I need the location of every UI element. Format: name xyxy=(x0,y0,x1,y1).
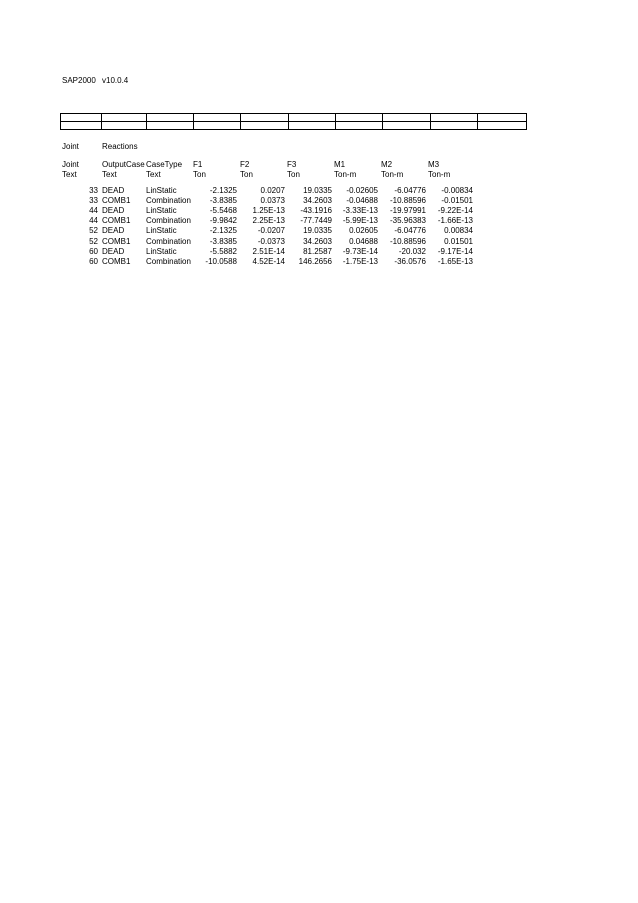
cell-f3: 34.2603 xyxy=(303,196,332,206)
unit-joint: Text xyxy=(62,170,77,179)
cell-joint: 44 xyxy=(89,206,98,216)
cell-f2: 2.25E-13 xyxy=(252,216,285,226)
cell-m3: -9.17E-14 xyxy=(437,246,473,256)
column-header-outputcase: OutputCase xyxy=(102,160,145,169)
cell-m1: 0.02605 xyxy=(349,226,378,236)
blank-grid xyxy=(60,113,527,130)
cell-m1: -0.04688 xyxy=(346,196,378,206)
section-title: Reactions xyxy=(102,142,138,151)
table-row xyxy=(0,247,638,257)
cell-m1: -3.33E-13 xyxy=(342,206,378,216)
cell-f2: 1.25E-13 xyxy=(252,206,285,216)
cell-casetype: LinStatic xyxy=(146,226,177,236)
column-header-m3: M3 xyxy=(428,160,440,169)
cell-m3: -0.01501 xyxy=(441,196,473,206)
cell-outputcase: COMB1 xyxy=(102,236,131,246)
cell-casetype: LinStatic xyxy=(146,246,177,256)
cell-f1: -3.8385 xyxy=(209,196,237,206)
cell-f3: 19.0335 xyxy=(303,226,332,236)
cell-f1: -2.1325 xyxy=(209,186,237,195)
column-header-m2: M2 xyxy=(381,160,393,169)
unit-m2: Ton-m xyxy=(381,170,404,179)
cell-f2: -0.0207 xyxy=(257,226,285,236)
cell-m2: -6.04776 xyxy=(394,226,426,236)
cell-f2: -0.0373 xyxy=(257,236,285,246)
cell-f2: 0.0373 xyxy=(260,196,285,206)
column-header-f3: F3 xyxy=(287,160,297,169)
cell-outputcase: DEAD xyxy=(102,246,125,256)
column-header-joint: Joint xyxy=(62,160,79,169)
cell-m1: -1.75E-13 xyxy=(342,256,378,266)
cell-joint: 60 xyxy=(89,246,98,256)
cell-f2: 2.51E-14 xyxy=(252,246,285,256)
cell-f1: -3.8385 xyxy=(209,236,237,246)
cell-m1: 0.04688 xyxy=(349,236,378,246)
cell-m2: -6.04776 xyxy=(394,186,426,195)
cell-f1: -10.0588 xyxy=(205,256,237,266)
cell-m1: -0.02605 xyxy=(346,186,378,195)
cell-f3: -43.1916 xyxy=(300,206,332,216)
cell-f1: -5.5882 xyxy=(209,246,237,256)
cell-outputcase: DEAD xyxy=(102,206,125,216)
unit-outputcase: Text xyxy=(102,170,117,179)
cell-m3: 0.00834 xyxy=(444,226,473,236)
cell-joint: 33 xyxy=(89,196,98,206)
cell-f2: 0.0207 xyxy=(260,186,285,195)
column-header-m1: M1 xyxy=(334,160,346,169)
cell-outputcase: DEAD xyxy=(102,226,125,236)
cell-f3: -77.7449 xyxy=(300,216,332,226)
cell-m1: -5.99E-13 xyxy=(342,216,378,226)
unit-f3: Ton xyxy=(287,170,300,179)
cell-outputcase: COMB1 xyxy=(102,196,131,206)
unit-f1: Ton xyxy=(193,170,206,179)
cell-f3: 19.0335 xyxy=(303,186,332,195)
cell-joint: 33 xyxy=(89,186,98,195)
program-version: v10.0.4 xyxy=(102,76,129,85)
cell-f3: 34.2603 xyxy=(303,236,332,246)
cell-m3: 0.01501 xyxy=(444,236,473,246)
table-row xyxy=(0,186,638,196)
cell-f3: 146.2656 xyxy=(298,256,332,266)
cell-casetype: LinStatic xyxy=(146,206,177,216)
column-header-casetype: CaseType xyxy=(146,160,183,169)
unit-m3: Ton-m xyxy=(428,170,451,179)
cell-f2: 4.52E-14 xyxy=(252,256,285,266)
cell-m2: -19.97991 xyxy=(389,206,426,216)
cell-casetype: Combination xyxy=(146,196,191,206)
cell-f1: -2.1325 xyxy=(209,226,237,236)
cell-joint: 52 xyxy=(89,236,98,246)
cell-f1: -5.5468 xyxy=(209,206,237,216)
cell-m3: -9.22E-14 xyxy=(437,206,473,216)
cell-joint: 52 xyxy=(89,226,98,236)
unit-casetype: Text xyxy=(146,170,161,179)
program-name: SAP2000 xyxy=(62,76,96,85)
table-row xyxy=(0,257,638,267)
cell-f1: -9.9842 xyxy=(209,216,237,226)
section-joint-label: Joint xyxy=(62,142,79,151)
cell-casetype: Combination xyxy=(146,256,191,266)
cell-joint: 44 xyxy=(89,216,98,226)
table-row xyxy=(0,216,638,226)
cell-casetype: LinStatic xyxy=(146,186,177,195)
cell-m2: -10.88596 xyxy=(389,236,426,246)
cell-outputcase: DEAD xyxy=(102,186,125,195)
cell-m3: -0.00834 xyxy=(441,186,473,195)
cell-casetype: Combination xyxy=(146,236,191,246)
unit-f2: Ton xyxy=(240,170,253,179)
cell-casetype: Combination xyxy=(146,216,191,226)
unit-m1: Ton-m xyxy=(334,170,357,179)
table-row xyxy=(0,196,638,206)
column-header-f1: F1 xyxy=(193,160,203,169)
table-row xyxy=(0,206,638,216)
cell-f3: 81.2587 xyxy=(303,246,332,256)
cell-outputcase: COMB1 xyxy=(102,216,131,226)
table-row xyxy=(0,237,638,247)
cell-m2: -20.032 xyxy=(398,246,426,256)
cell-joint: 60 xyxy=(89,256,98,266)
cell-m3: -1.65E-13 xyxy=(437,256,473,266)
cell-m1: -9.73E-14 xyxy=(342,246,378,256)
cell-outputcase: COMB1 xyxy=(102,256,131,266)
cell-m2: -35.96383 xyxy=(389,216,426,226)
cell-m2: -36.0576 xyxy=(394,256,426,266)
cell-m3: -1.66E-13 xyxy=(437,216,473,226)
column-header-f2: F2 xyxy=(240,160,250,169)
cell-m2: -10.88596 xyxy=(389,196,426,206)
table-row xyxy=(0,226,638,236)
